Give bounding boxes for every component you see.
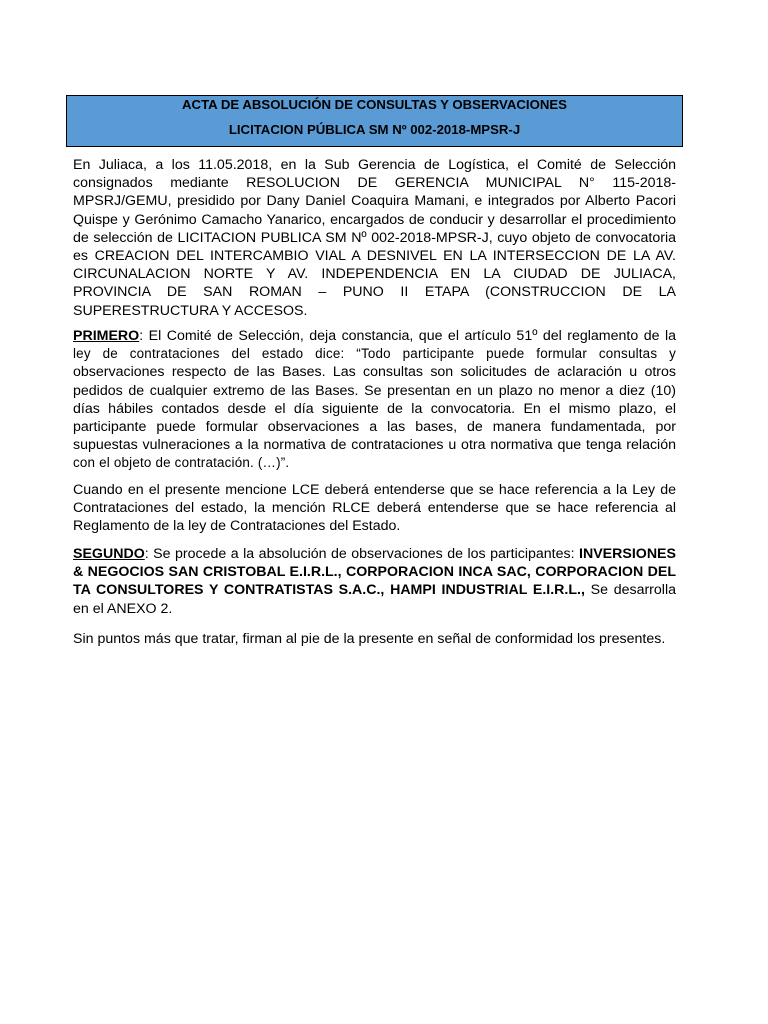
text-line (73, 581, 676, 599)
text-line: en el ANEXO 2. (73, 600, 173, 617)
participant-name: INVERSIONES (579, 546, 676, 562)
text-line: Quispe y Gerónimo Camacho Yanarico, encargados de conducir y desarrollar el procedimiento (73, 211, 676, 228)
text-fragment: : El Comité de Selección, deja constancia, que el artículo 51º del reglamento de la (139, 328, 676, 344)
participants-line: & NEGOCIOS SAN CRISTOBAL E.I.R.L., CORPORACION INCA SAC, CORPORACION DEL (73, 564, 676, 581)
text-line: CIRCUNALACION NORTE Y AV. INDEPENDENCIA EN LA CIUDAD DE JULIACA, (73, 266, 676, 283)
text-line: Reglamento de la ley de Contrataciones del Estado. (73, 518, 401, 535)
text-line: pedidos de cualquier extremo de las Bases. Se presentan en un plazo no menor a diez (10) (73, 382, 676, 399)
text-line: MPSRJ/GEMU, presidido por Dany Daniel Coaquira Mamani, e integrados por Alberto Pacori (73, 193, 676, 210)
text-line: días hábiles contados desde el día siguiente de la convocatoria. En el mismo plazo, el (73, 400, 676, 417)
paragraph-intro (73, 156, 676, 320)
text-line: de selección de LICITACION PUBLICA SM Nº 002-2018-MPSR-J, cuyo objeto de convocatoria (73, 229, 676, 246)
section-heading-segundo: SEGUNDO (73, 546, 145, 562)
text-line: SUPERESTRUCTURA Y ACCESOS. (73, 302, 308, 319)
paragraph-closing (73, 630, 676, 648)
section-heading-primero: PRIMERO (73, 328, 140, 344)
text-line: con el objeto de contratación. (…)”. (73, 455, 290, 471)
text-line (73, 327, 676, 345)
text-line: En Juliaca, a los 11.05.2018, en la Sub Gerencia de Logística, el Comité de Selección (73, 157, 676, 173)
text-line: ley de contrataciones del estado dice: “Todo participante puede formular consultas y (73, 346, 676, 362)
paragraph-segundo (73, 545, 676, 618)
text-line: Contrataciones del estado, la mención RLCE deberá entenderse que se hace referencia al (73, 500, 676, 517)
text-line: participante puede formular observaciones a las bases, de manera fundamentada, por (73, 418, 676, 435)
text-line: supuestas vulneraciones a la normativa de contrataciones u otra normativa que tenga relación (73, 437, 676, 454)
title-box (66, 95, 683, 147)
text-line: observaciones respecto de las Bases. Las consultas son solicitudes de aclaración u otros (73, 364, 676, 381)
text-line: Sin puntos más que tratar, firman al pie de la presente en señal de conformidad los presentes. (73, 631, 666, 647)
paragraph-primero (73, 327, 676, 473)
paragraph-definitions (73, 481, 676, 536)
text-line: Cuando en el presente mencione LCE deberá entenderse que se hace referencia a la Ley de (73, 482, 676, 498)
participants-line: TA CONSULTORES Y CONTRATISTAS S.A.C., HAMPI INDUSTRIAL E.I.R.L., (73, 582, 585, 599)
document-title: ACTA DE ABSOLUCIÓN DE CONSULTAS Y OBSERVACIONES (182, 97, 567, 112)
text-fragment: Se desarrolla (584, 582, 676, 599)
text-fragment: : Se procede a la absolución de observaciones de los participantes: (144, 546, 580, 562)
document-subtitle: LICITACION PÚBLICA SM Nº 002-2018-MPSR-J (228, 122, 521, 137)
text-line: es CREACION DEL INTERCAMBIO VIAL A DESNIVEL EN LA INTERSECCION DE LA AV. (73, 247, 676, 264)
text-line (73, 545, 676, 563)
text-line: consignados mediante RESOLUCION DE GERENCIA MUNICIPAL N° 115-2018- (73, 175, 676, 192)
text-line: PROVINCIA DE SAN ROMAN – PUNO II ETAPA (CONSTRUCCION DE LA (73, 284, 676, 301)
